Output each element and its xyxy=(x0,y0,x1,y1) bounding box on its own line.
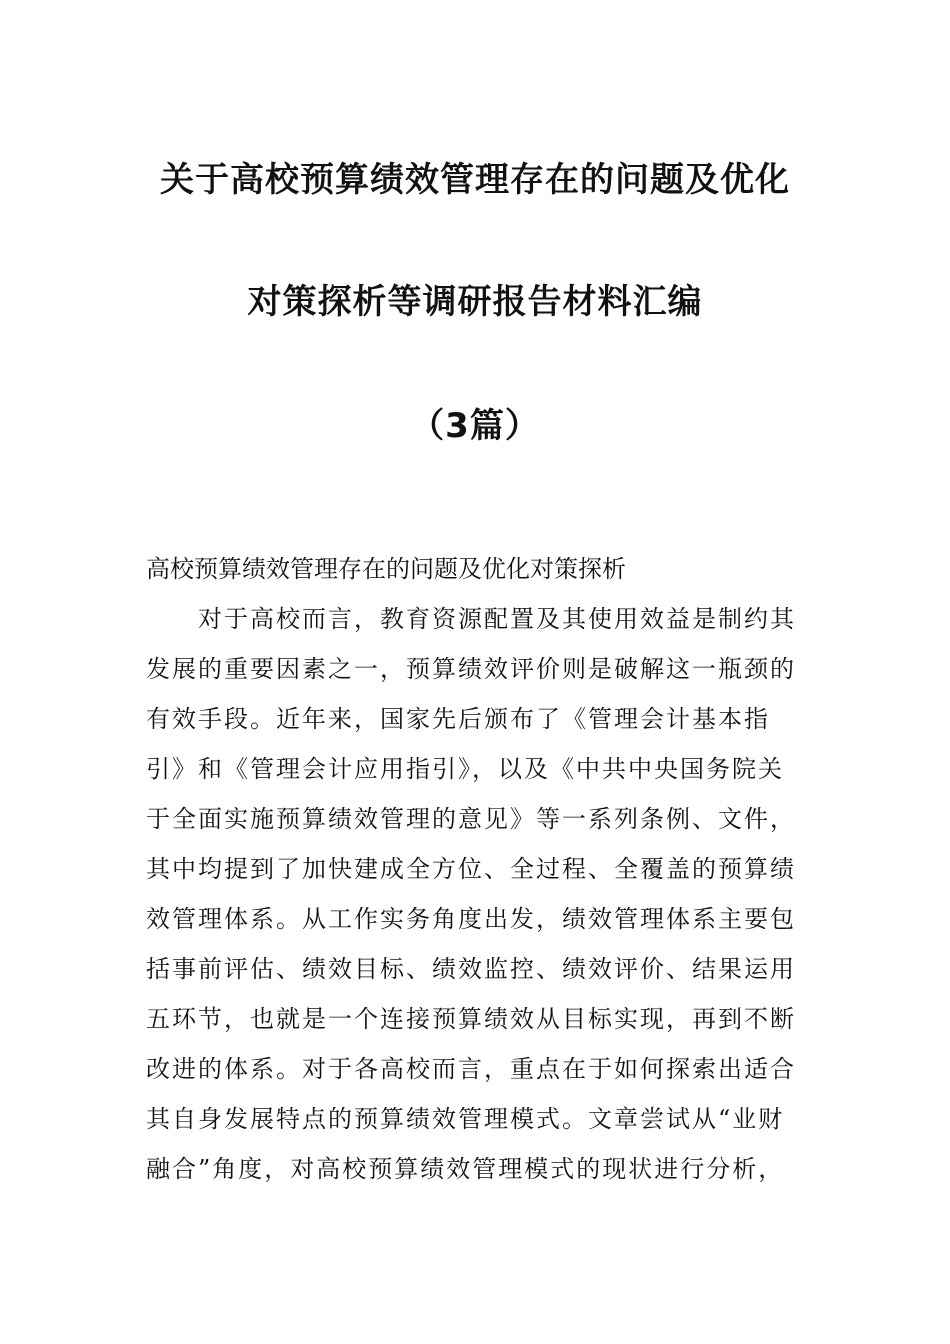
article-body xyxy=(146,600,806,1200)
body-line: 其自身发展特点的预算绩效管理模式。文章尝试从“业财 xyxy=(146,1105,785,1133)
document-title-count: （3篇） xyxy=(410,406,540,446)
body-line: 其中均提到了加快建成全方位、全过程、全覆盖的预算绩 xyxy=(146,855,796,883)
body-line: 括事前评估、绩效目标、绩效监控、绩效评价、结果运用 xyxy=(146,955,796,983)
body-line: 于全面实施预算绩效管理的意见》等一系列条例、文件， xyxy=(146,805,796,833)
document-title-line-1: 关于高校预算绩效管理存在的问题及优化 xyxy=(160,160,790,200)
body-line: 对于高校而言，教育资源配置及其使用效益是制约其 xyxy=(198,605,796,633)
body-line: 五环节，也就是一个连接预算绩效从目标实现，再到不断 xyxy=(146,1005,796,1033)
body-line: 发展的重要因素之一，预算绩效评价则是破解这一瓶颈的 xyxy=(146,655,796,683)
article-heading: 高校预算绩效管理存在的问题及优化对策探析 xyxy=(146,555,626,583)
body-line: 融合”角度，对高校预算绩效管理模式的现状进行分析， xyxy=(146,1155,785,1183)
body-line: 有效手段。近年来，国家先后颁布了《管理会计基本指 xyxy=(146,705,770,733)
document-title-line-2: 对策探析等调研报告材料汇编 xyxy=(247,282,703,322)
body-line: 效管理体系。从工作实务角度出发，绩效管理体系主要包 xyxy=(146,905,796,933)
body-line: 改进的体系。对于各高校而言，重点在于如何探索出适合 xyxy=(146,1055,796,1083)
body-line: 引》和《管理会计应用指引》，以及《中共中央国务院关 xyxy=(146,755,784,783)
